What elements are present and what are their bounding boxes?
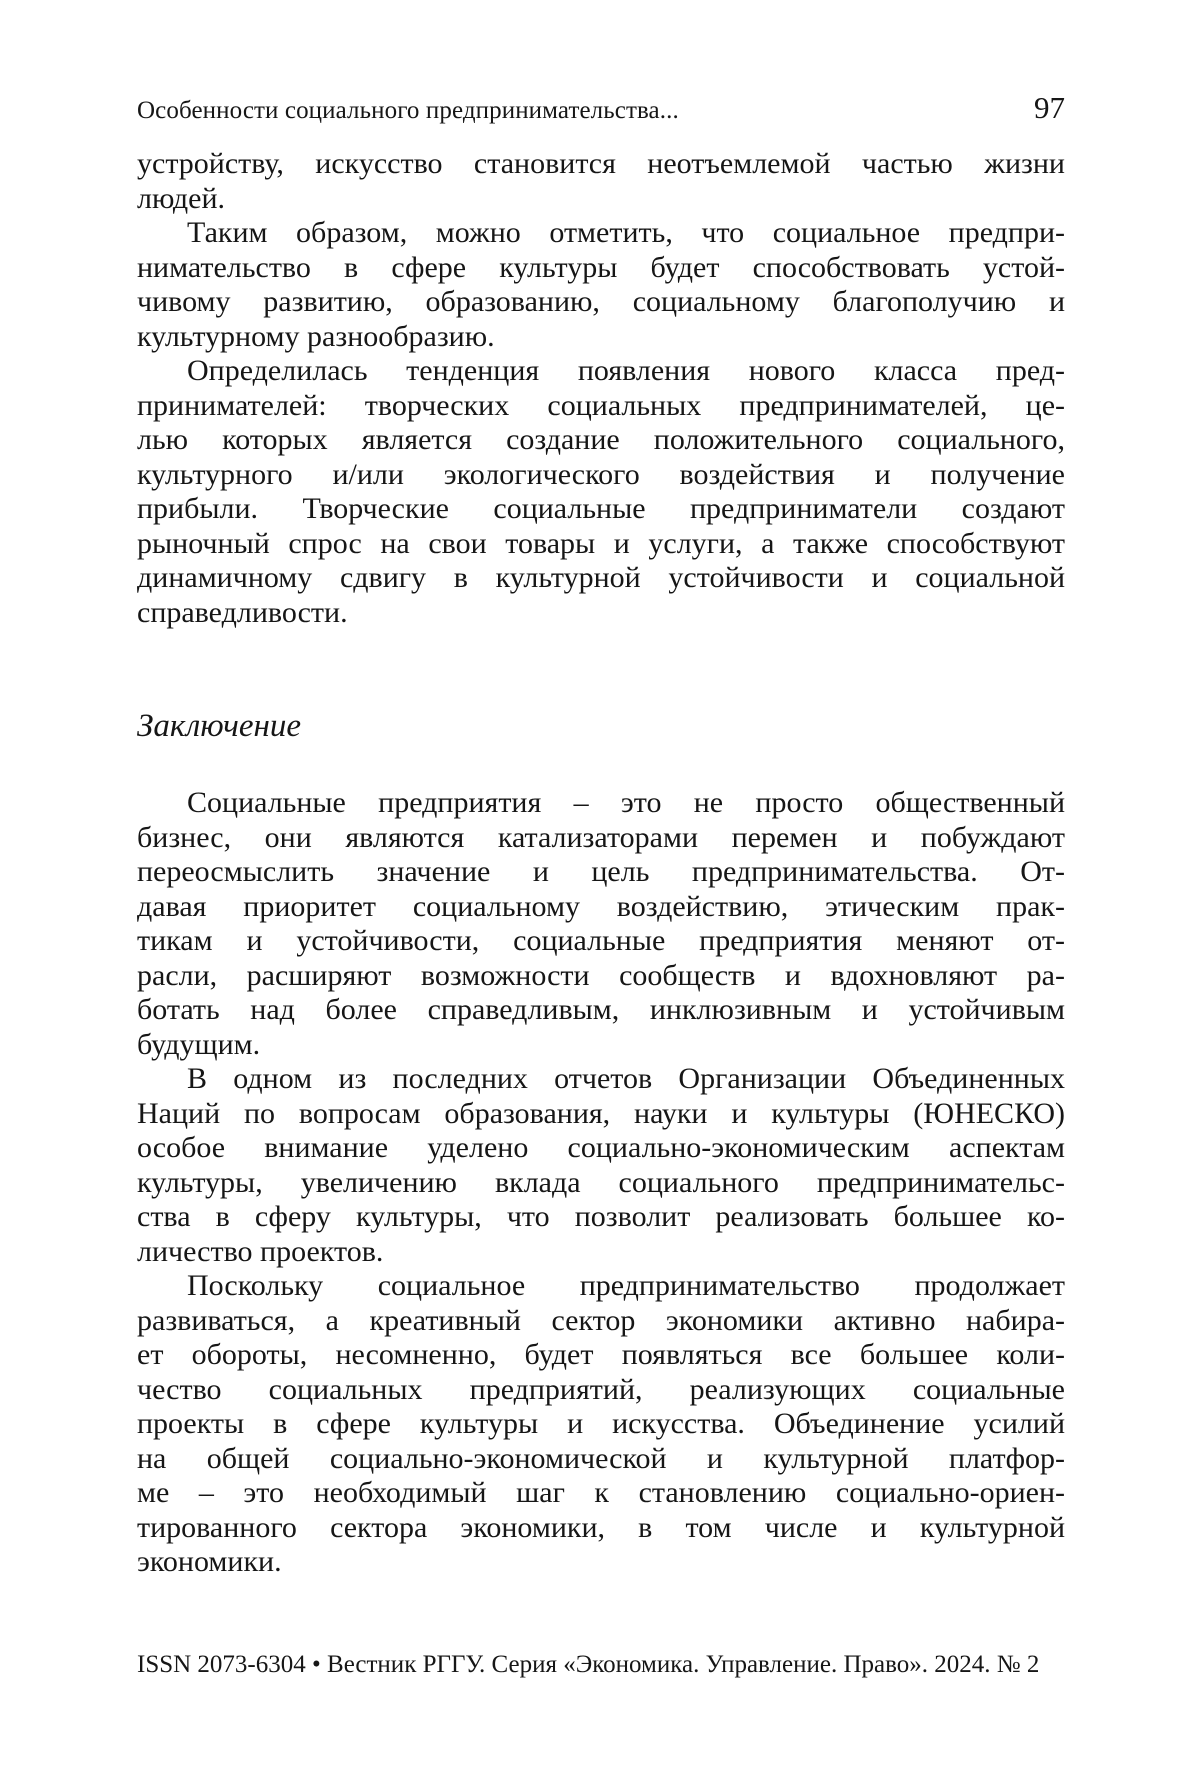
- section-heading: Заключение: [137, 708, 302, 744]
- text-line: культурного и/или экологического воздействия и получение: [137, 457, 1065, 491]
- running-header: [137, 92, 1065, 126]
- paragraph: [137, 1062, 1065, 1269]
- text-line: Социальные предприятия – это не просто общественный: [187, 786, 1065, 819]
- text-line: Определилась тенденция появления нового класса пред-: [187, 354, 1065, 387]
- text-line: Таким образом, можно отметить, что социальное предпри-: [187, 216, 1065, 249]
- paragraph: [137, 216, 1065, 354]
- text-line: тированного сектора экономики, в том числе и культурной: [137, 1510, 1065, 1544]
- text-line: рыночный спрос на свои товары и услуги, а также способствуют: [137, 526, 1065, 560]
- article-body: [137, 147, 1065, 1580]
- paragraph: [137, 354, 1065, 630]
- page-number: 97: [1034, 90, 1065, 125]
- text-line: на общей социально-экономической и культурной платфор-: [137, 1441, 1065, 1475]
- text-line: В одном из последних отчетов Организации Объединенных: [187, 1062, 1065, 1095]
- text-line: Наций по вопросам образования, науки и культуры (ЮНЕСКО): [137, 1096, 1065, 1130]
- text-line: культурному разнообразию.: [137, 319, 495, 353]
- text-line: бизнес, они являются катализаторами перемен и побуждают: [137, 820, 1065, 854]
- text-line: развиваться, а креативный сектор экономики активно набира-: [137, 1303, 1065, 1337]
- text-line: экономики.: [137, 1545, 282, 1578]
- paragraph: [137, 147, 1065, 216]
- text-line: особое внимание уделено социально-экономическим аспектам: [137, 1131, 1065, 1164]
- text-line: Поскольку социальное предпринимательство продолжает: [187, 1269, 1065, 1302]
- text-line: давая приоритет социальному воздействию, этическим прак-: [137, 889, 1065, 923]
- text-line: нимательство в сфере культуры будет способствовать устой-: [137, 250, 1065, 284]
- text-line: ме – это необходимый шаг к становлению социально-ориен-: [137, 1476, 1065, 1509]
- text-line: устройству, искусство становится неотъемлемой частью жизни: [137, 147, 1065, 180]
- text-line: динамичному сдвигу в культурной устойчивости и социальной: [137, 561, 1065, 594]
- paragraph: [137, 786, 1065, 1062]
- text-line: культуры, увеличению вклада социального предпринимательс-: [137, 1165, 1065, 1199]
- text-line: будущим.: [137, 1027, 261, 1061]
- footer-line: ISSN 2073-6304 • Вестник РГГУ. Серия «Экономика. Управление. Право». 2024. № 2: [137, 1651, 1040, 1678]
- text-line: справедливости.: [137, 595, 348, 629]
- text-line: личество проектов.: [137, 1234, 384, 1268]
- text-line: чивому развитию, образованию, социальному благополучию и: [137, 285, 1065, 318]
- text-line: лью которых является создание положительного социального,: [137, 423, 1065, 456]
- text-line: переосмыслить значение и цель предпринимательства. От-: [137, 855, 1065, 888]
- text-line: прибыли. Творческие социальные предприниматели создают: [137, 492, 1065, 525]
- text-line: ства в сферу культуры, что позволит реализовать большее ко-: [137, 1200, 1065, 1233]
- text-line: принимателей: творческих социальных предпринимателей, це-: [137, 388, 1065, 422]
- text-line: расли, расширяют возможности сообществ и вдохновляют ра-: [137, 958, 1065, 992]
- paragraph: [137, 1269, 1065, 1580]
- text-line: чество социальных предприятий, реализующих социальные: [137, 1372, 1065, 1406]
- text-line: ботать над более справедливым, инклюзивным и устойчивым: [137, 993, 1065, 1026]
- text-line: ет обороты, несомненно, будет появляться все большее коли-: [137, 1338, 1065, 1371]
- text-line: тикам и устойчивости, социальные предприятия меняют от-: [137, 924, 1065, 957]
- text-line: людей.: [137, 181, 225, 215]
- text-line: проекты в сфере культуры и искусства. Объединение усилий: [137, 1407, 1065, 1440]
- running-title: Особенности социального предпринимательства...: [137, 97, 679, 124]
